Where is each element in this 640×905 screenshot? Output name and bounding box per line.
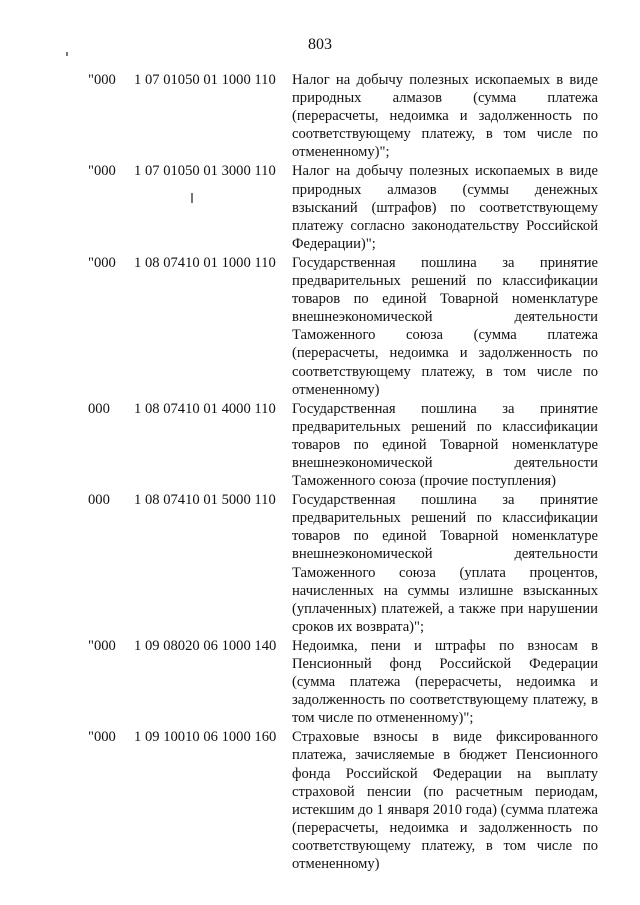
budget-classification-code: 1 08 07410 01 1000 110: [134, 254, 276, 271]
budget-classification-code: 1 09 08020 06 1000 140: [134, 637, 277, 654]
budget-classification-code: 1 07 01050 01 1000 110: [134, 72, 276, 88]
table-row: [0, 400, 640, 490]
budget-classification-code: 1 07 01050 01 3000 110: [134, 163, 276, 180]
admin-code: "000: [88, 72, 116, 88]
budget-classification-code: 1 08 07410 01 5000 110: [134, 492, 276, 509]
table-row: [0, 162, 640, 252]
admin-code: 000: [88, 492, 110, 509]
budget-classification-code: 1 08 07410 01 4000 110: [134, 400, 276, 417]
table-row: [0, 71, 640, 161]
admin-code: "000: [88, 637, 116, 654]
table-row: [0, 491, 640, 636]
table-row: [0, 254, 640, 399]
scan-speck: [66, 52, 68, 56]
classification-table: [0, 71, 640, 874]
row-description: Налог на добычу полезных ископаемых в виде природных алмазов (сумма платежа (перерасчеты, недоимка и задолженность по соответствующему платежу, в том числе по отмененному)";: [292, 72, 598, 161]
row-description: Страховые взносы в виде фиксированного платежа, зачисляемые в бюджет Пенсионного фонда Российской Федерации на выплату страховой пенсии (по расчетным периодам, истекшим до 1 января 2010 года) (сумма платежа (перерасчеты, недоимка и задолженность по соответствующему платежу, в том числе по отмененному): [292, 729, 598, 873]
admin-code: "000: [88, 729, 116, 746]
table-row: [0, 728, 640, 873]
admin-code: 000: [88, 400, 110, 417]
table-row: [0, 637, 640, 727]
row-description: Налог на добычу полезных ископаемых в виде природных алмазов (суммы денежных взысканий (штрафов) по соответствующему платежу согласно законодательству Российской Федерации)";: [292, 163, 598, 252]
page-number: 803: [308, 36, 332, 53]
admin-code: "000: [88, 254, 116, 271]
admin-code: "000: [88, 163, 116, 180]
row-description: Государственная пошлина за принятие предварительных решений по классификации товаров по единой Товарной номенклатуре внешнеэкономической деятельности Таможенного союза (сумма платежа (перерасчеты, недоимка и задолженность по соответствующему платежу, в том числе по отмененному): [292, 254, 598, 398]
row-description: Государственная пошлина за принятие предварительных решений по классификации товаров по единой Товарной номенклатуре внешнеэкономической деятельности Таможенного союза (прочие поступления): [292, 400, 598, 490]
row-description: Государственная пошлина за принятие предварительных решений по классификации товаров по единой Товарной номенклатуре внешнеэкономической деятельности Таможенного союза (уплата процентов, начисленных на суммы излишне взысканных (уплаченных) платежей, а также при нарушении сроков их возврата)";: [292, 492, 598, 635]
budget-classification-code: 1 09 10010 06 1000 160: [134, 729, 277, 746]
row-description: Недоимка, пени и штрафы по взносам в Пенсионный фонд Российской Федерации (сумма платежа (перерасчеты, недоимка и задолженность по соответствующему платежу, в том числе по отмененному)";: [292, 637, 598, 727]
